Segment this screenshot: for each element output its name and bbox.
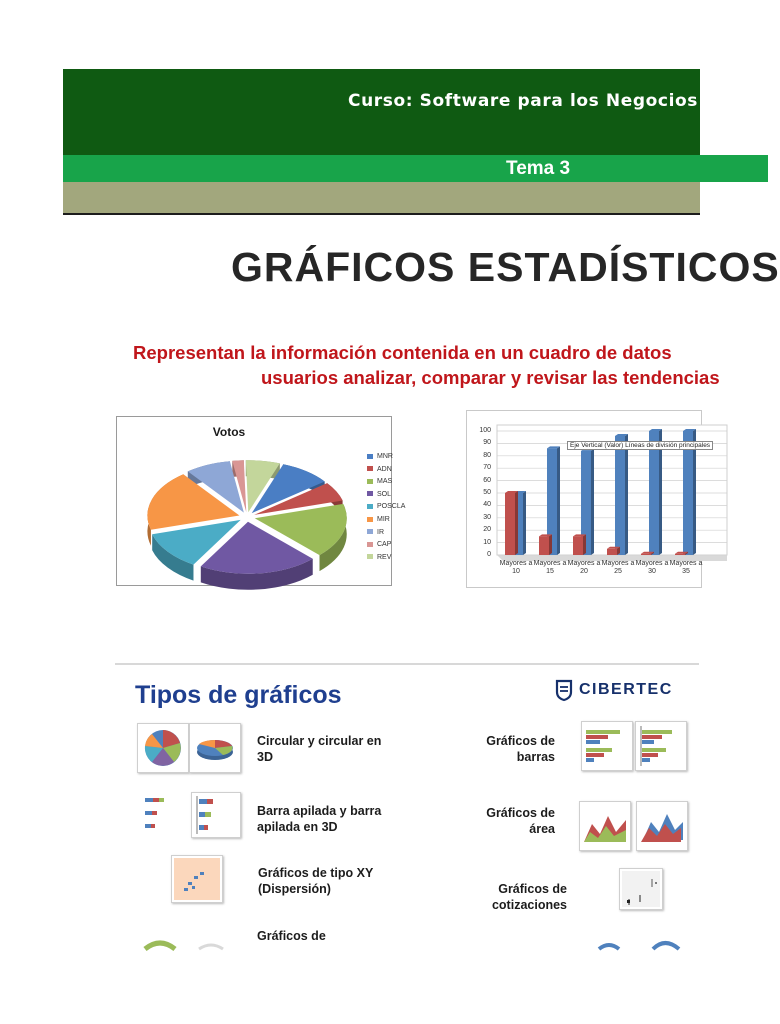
- bar-2-3: [573, 534, 586, 555]
- x-tick-label: Mayores a 20: [567, 560, 601, 575]
- legend-item-cap: [367, 539, 391, 550]
- legend-item-mir: [367, 514, 390, 525]
- x-tick-label: Mayores a 10: [499, 560, 533, 575]
- area-chart-thumbnail: [579, 801, 631, 851]
- legend-swatch: [367, 479, 373, 484]
- bar-1-4: [615, 434, 628, 555]
- legend-item-sol: [367, 489, 391, 500]
- chart-types-panel: [115, 665, 699, 947]
- y-tick-label: 20: [483, 526, 491, 534]
- cibertec-logo: [555, 677, 673, 703]
- slide-title: GRÁFICOS ESTADÍSTICOS: [231, 244, 780, 290]
- legend-swatch: [367, 466, 373, 471]
- x-tick-label: Mayores a 30: [635, 560, 669, 575]
- x-tick-label: Mayores a 35: [669, 560, 703, 575]
- x-tick-label: Mayores a 25: [601, 560, 635, 575]
- topic-label: Tema 3: [506, 158, 571, 179]
- legend-swatch: [367, 542, 373, 547]
- radar-3d-thumbnail: [645, 935, 687, 951]
- legend-label: REV: [377, 553, 392, 561]
- y-tick-label: 40: [483, 501, 491, 509]
- caption-row4: [257, 928, 326, 944]
- caption-pie: [257, 733, 381, 765]
- header-divider: [63, 213, 700, 215]
- y-tick-label: 80: [483, 451, 491, 459]
- legend-label: IR: [377, 528, 384, 536]
- area-3d-thumbnail: [636, 801, 688, 851]
- caption-line: Circular y circular en: [257, 734, 382, 748]
- stacked-bar-3d-thumbnail: [191, 792, 241, 838]
- legend-label: MIR: [377, 516, 390, 523]
- y-tick-label: 60: [483, 476, 491, 484]
- legend-label: MAS: [377, 478, 393, 486]
- bar-2-1: [505, 491, 518, 555]
- doughnut-3d-thumbnail: [191, 935, 231, 955]
- caption-line: área: [529, 822, 555, 836]
- doughnut-thumbnail: [139, 937, 181, 955]
- caption-scatter: [258, 865, 373, 897]
- caption-line: Gráficos de: [498, 882, 567, 896]
- legend-label: POSCLA: [377, 503, 406, 511]
- legend-item-adn: [367, 464, 392, 475]
- y-tick-label: 30: [483, 513, 491, 521]
- caption-line: apilada en 3D: [257, 820, 338, 834]
- shield-icon: [555, 679, 573, 701]
- legend-label: ADN: [377, 465, 392, 473]
- x-tick-label: Mayores a 15: [533, 560, 567, 575]
- bar-chart-thumbnail: [581, 721, 633, 771]
- legend-label: SOL: [377, 490, 392, 498]
- legend-swatch: [367, 504, 373, 509]
- stacked-bar-thumbnail: [137, 792, 187, 836]
- legend-item-rev: [367, 552, 391, 563]
- y-tick-label: 70: [483, 464, 491, 472]
- y-tick-label: 10: [483, 538, 491, 546]
- bar-2-2: [539, 534, 552, 555]
- caption-line: Gráficos de: [486, 806, 555, 820]
- legend-swatch: [367, 454, 373, 459]
- header-stripe: [63, 182, 700, 213]
- stock-chart-thumbnail: [619, 868, 663, 910]
- caption-line: Gráficos de tipo XY: [258, 866, 374, 880]
- course-title: Curso: Software para los Negocios: [348, 91, 698, 111]
- caption-line: 3D: [257, 750, 273, 764]
- caption-bars: [477, 733, 555, 765]
- legend-item-mnr: [367, 451, 393, 462]
- legend-label: CAP: [377, 541, 392, 549]
- caption-stock: [477, 881, 567, 913]
- caption-line: Barra apilada y barra: [257, 804, 382, 818]
- panel-title: Tipos de gráficos: [135, 681, 342, 709]
- bar-2-4: [607, 547, 620, 555]
- y-tick-label: 50: [483, 489, 491, 496]
- y-tick-label: 0: [487, 551, 491, 558]
- legend-label: MNR: [377, 453, 393, 460]
- axis-tooltip: Eje Vertical (Valor) Líneas de división principales: [567, 441, 713, 450]
- legend-item-ir: [367, 527, 384, 538]
- pie-3d-thumbnail: [189, 723, 241, 773]
- intro-line-1: Representan la información contenida en un cuadro de datos: [133, 342, 672, 363]
- pie-plot: [117, 417, 347, 585]
- caption-line: barras: [516, 750, 555, 764]
- scatter-chart-thumbnail: [171, 855, 223, 903]
- legend-swatch: [367, 491, 373, 496]
- caption-area: [477, 805, 555, 837]
- topic-band: [63, 155, 768, 182]
- legend-item-poscla: [367, 501, 405, 512]
- legend-swatch: [367, 529, 373, 534]
- intro-line-2: usuarios analizar, comparar y revisar las tendencias: [261, 367, 720, 388]
- legend-swatch: [367, 517, 373, 522]
- caption-line: (Dispersión): [258, 882, 331, 896]
- bar-3d-thumbnail: [635, 721, 687, 771]
- caption-line: Gráficos de: [257, 929, 326, 943]
- radar-thumbnail: [595, 939, 623, 951]
- y-tick-label: 100: [479, 427, 491, 434]
- pie-chart-title: Votos: [212, 425, 246, 439]
- caption-stacked-bar: [257, 803, 381, 835]
- votes-pie-chart: [116, 416, 406, 586]
- brand-name: CIBERTEC: [579, 681, 673, 698]
- caption-line: Gráficos de: [486, 734, 555, 748]
- legend-item-mas: [367, 476, 392, 487]
- caption-line: cotizaciones: [491, 898, 567, 912]
- legend-swatch: [367, 554, 373, 559]
- y-tick-label: 90: [483, 439, 491, 447]
- age-bar-chart: [466, 410, 711, 588]
- pie-chart-thumbnail: [137, 723, 189, 773]
